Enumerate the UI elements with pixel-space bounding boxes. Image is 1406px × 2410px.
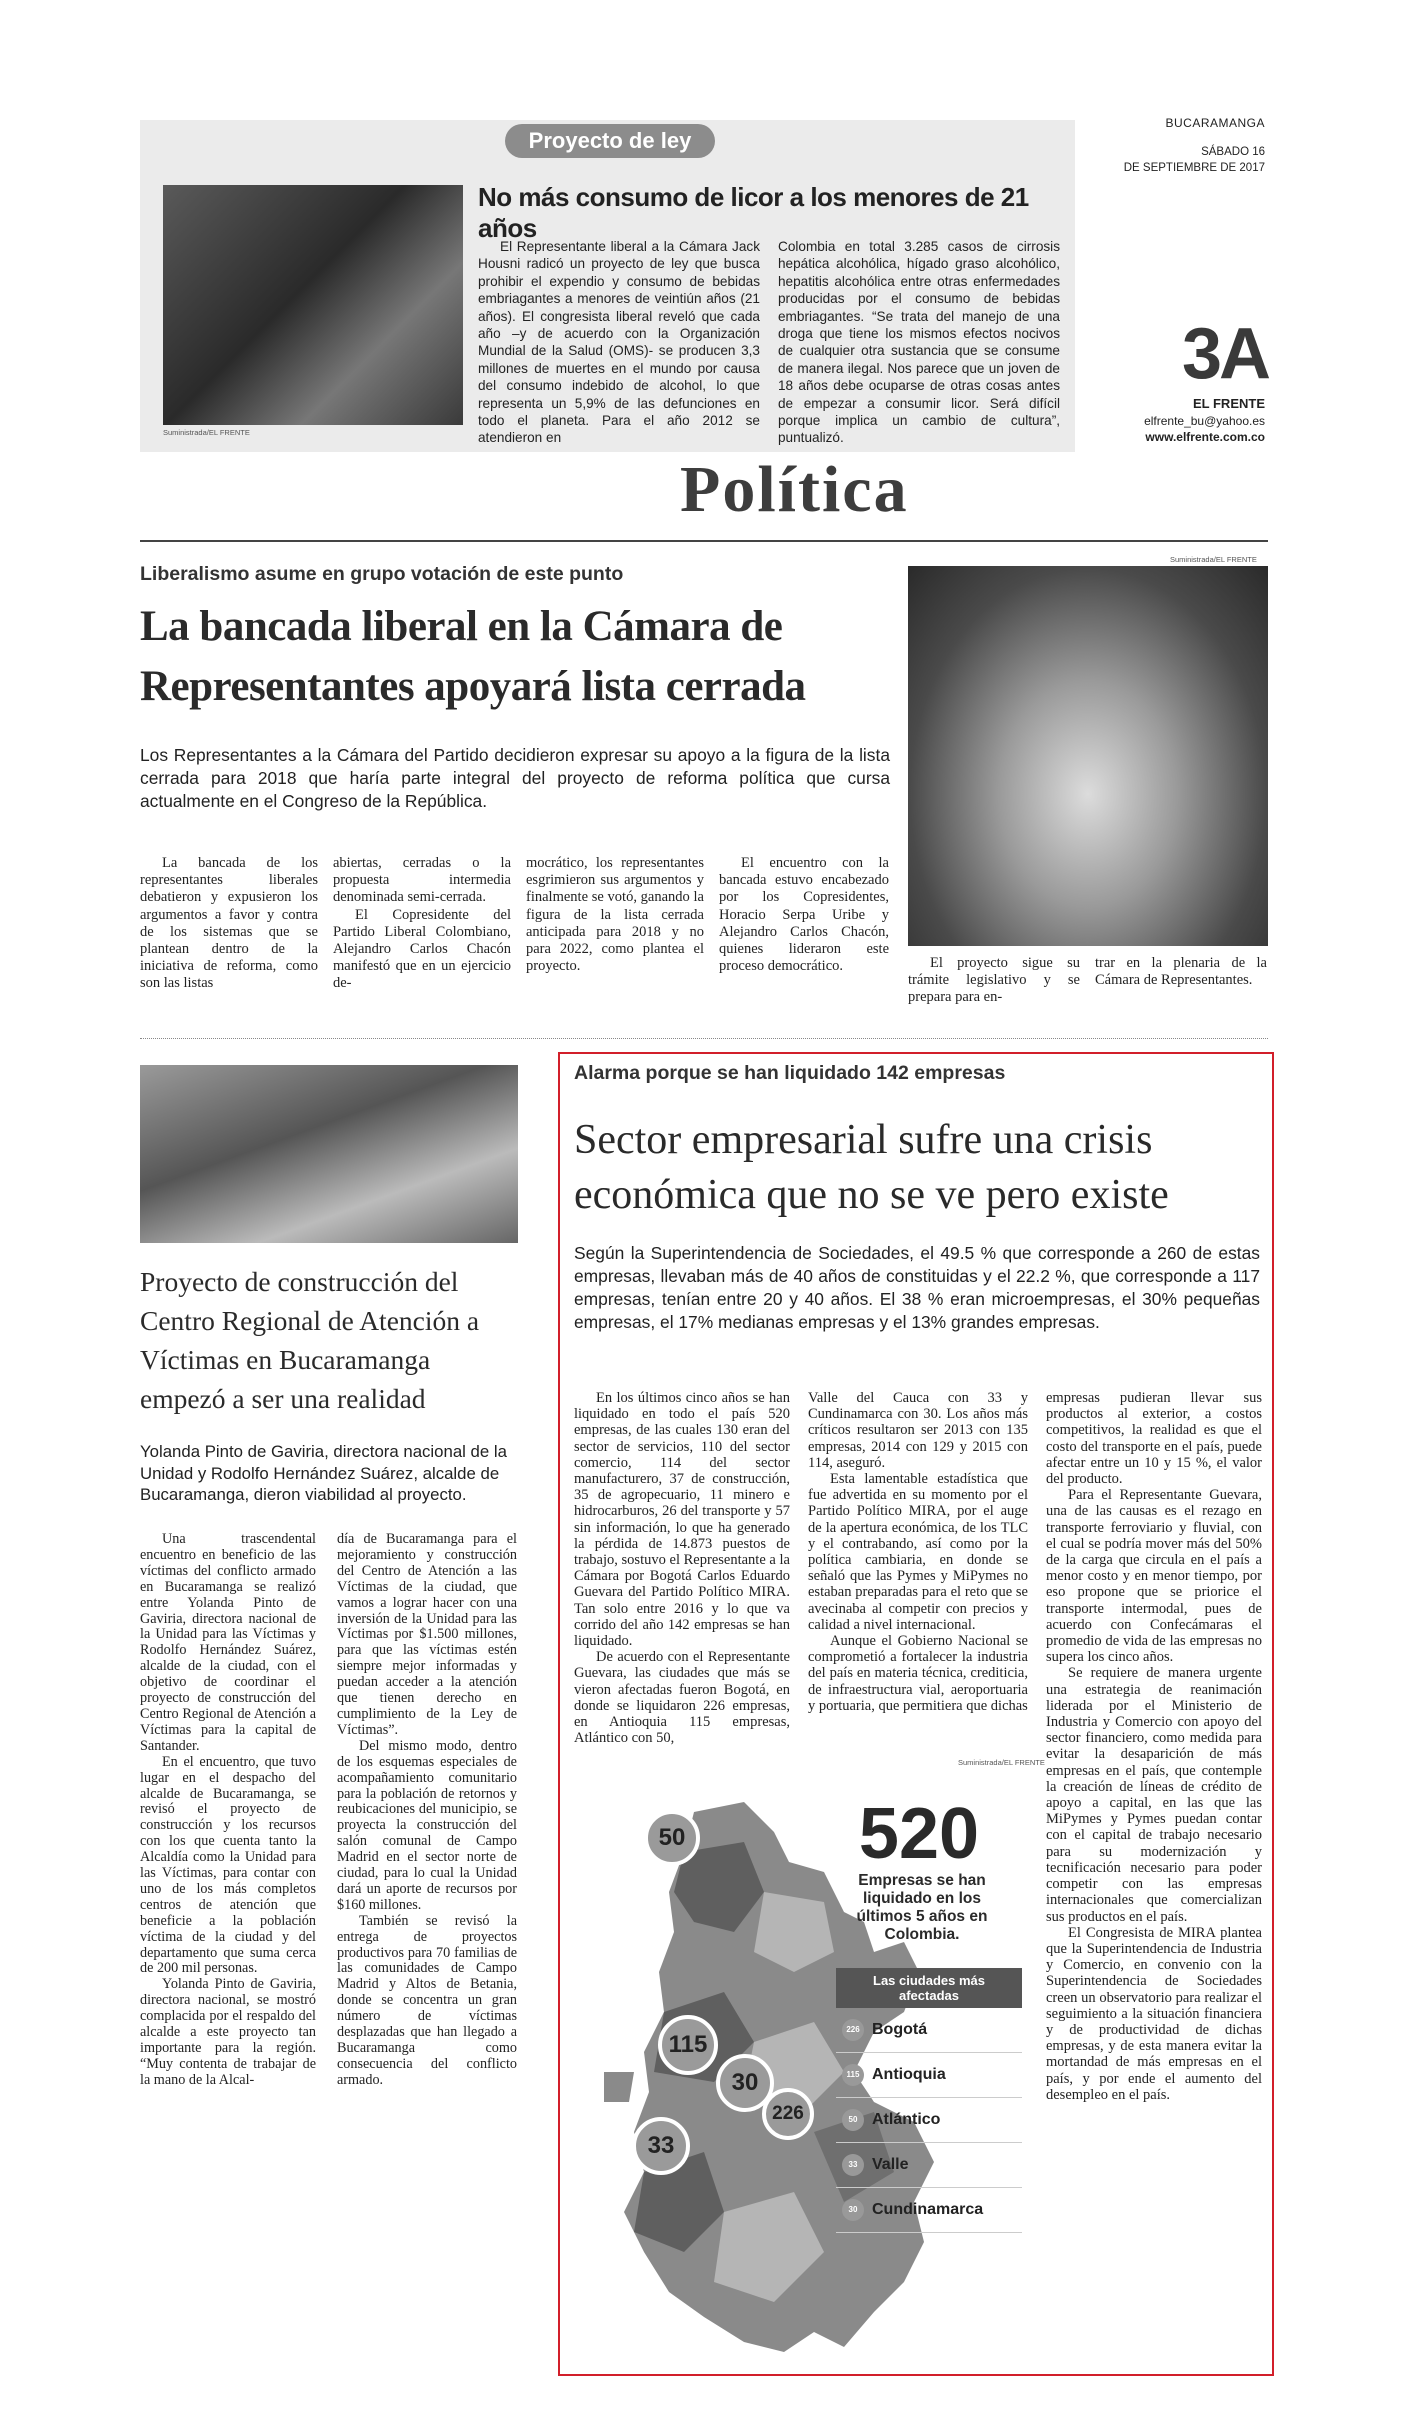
top-story-headline: No más consumo de licor a los menores de 21 años — [478, 182, 1029, 243]
masthead-city: BUCARAMANGA — [1165, 116, 1265, 130]
liberal-col1: La bancada de los representantes liberales debatieron y expusieron los argumentos a favor y contra de los sistemas que se plantean dentro de la iniciativa de reforma, como son las listas — [140, 855, 318, 992]
top-story-col2: Colombia en total 3.285 casos de cirrosis hepática alcohólica, hígado graso alcohólico, hepatitis alcohólica entre otras enfermedades producidas por el consumo de bebidas embriagantes. “Se trata del manejo de una droga que tiene los mismos efectos nocivos de cualquier otra sustancia que se consume de manera ilegal. Nos parece que un joven de 18 años debe ocuparse de otras cosas antes de empezar a consumir licor. Será difícil porque implica un cambio de cultura”, puntualizó. — [778, 239, 1060, 446]
victims-lead: Yolanda Pinto de Gaviria, directora nacional de la Unidad y Rodolfo Hernández Suárez, alcalde de Bucaramanga, dieron viabilidad al proyecto. — [140, 1442, 507, 1504]
page-number: 3A — [1181, 314, 1268, 394]
legend-count-badge: 30 — [842, 2199, 864, 2221]
business-lead: Según la Superintendencia de Sociedades, el 49.5 % que corresponde a 260 de estas empresas, llevaban más de 40 años de constituidas y el 22.2 %, que corresponde a 117 empresas, tenían entre 20 y 40 años. El 38 % eran microempresas, el 30% pequeñas empresas, el 17% medianas empresas y el 13% grandes empresas. — [574, 1243, 1260, 1332]
legend-city-name: Atlántico — [872, 2111, 941, 2128]
legend-row — [836, 2188, 1022, 2233]
masthead-date-1: SÁBADO 16 — [1201, 146, 1265, 158]
map-pin-115: 115 — [658, 2015, 718, 2075]
infographic — [574, 1772, 1030, 2362]
business-col3: empresas pudieran llevar sus productos al exterior, a costos competitivos, la realidad es que el costo del transporte en el país, puede afectar entre un 10 y 15 %, el valor del producto. Para el Representante Guevara, una de las causas es el rezago en transporte ferroviario y fluvial, con el cual se podría mover más del 50% de la carga que circula en el país a menor costo y en menor tiempo, por eso propone que se priorice el transporte intermodal, pues de acuerdo con Confecámaras el promedio de vida de las empresas no supera los cinco años. Se requiere de manera urgente una estrategia de reanimación liderada por el Ministerio de Industria y Comercio con apoyo del sector financiero, como medida para evitar la desaparición de más empresas en el país, que contemple la creación de líneas de crédito de apoyo a capital, en las que las MiPymes y Pymes puedan contar con el capital de trabajo necesario para su modernización y tecnificación necesario para poder competir con las empresas internacionales que comercializan sus productos en el país. El Congresista de MIRA plantea que la Superintendencia de Industria y Comercio, en convenio con la Superintendencia de Sociedades creen un observatorio para realizar el seguimiento a la situación financiera y de productividad de dichas empresas, y de esta manera evitar la mortandad de más empresas en el país, y por ende el aumento del desempleo en el país. — [1046, 1390, 1262, 2103]
victims-headline: Proyecto de construcción del Centro Regional de Atención a Víctimas en Bucaramanga empezó a ser una realidad — [140, 1266, 480, 1414]
liberal-photo — [908, 566, 1268, 946]
map-pin-50: 50 — [644, 1810, 700, 1866]
liberal-col5: El proyecto sigue su trámite legislativo y se prepara para en- — [908, 955, 1080, 1006]
business-kicker: Alarma porque se han liquidado 142 empresas — [574, 1062, 1006, 1084]
top-story-photo — [163, 185, 463, 425]
legend-row — [836, 2053, 1022, 2098]
section-rule — [140, 540, 1268, 542]
legend-title: Las ciudades más afectadas — [836, 1968, 1022, 2008]
masthead-email: elfrente_bu@yahoo.es — [1144, 414, 1265, 428]
victims-col1: Una trascendental encuentro en beneficio de las víctimas del conflicto armado en Bucaramanga se realizó entre Yolanda Pinto de Gaviria, directora nacional de la Unidad para las Víctimas y Rodolfo Hernández Suárez, alcalde de la ciudad, con el objetivo de coordinar el proyecto de construcción del Centro Regional de Atención a Víctimas para la capital de Santander. En el encuentro, que tuvo lugar en el despacho del alcalde de Bucaramanga, se revisó el proyecto de construcción y los recursos con los que cuenta tanto la Alcaldía como la Unidad para las Víctimas, para contar con uno de los más completos centros de atención que beneficie a la población víctima de la ciudad y del departamento que suma cerca de 200 mil personas. Yolanda Pinto de Gaviria, directora nacional, se mostró complacida por el respaldo del alcalde a este proyecto tan importante para la región. “Muy contenta de trabajar de la mano de la Alcal- — [140, 1531, 316, 2088]
top-story-photo-credit: Suministrada/EL FRENTE — [163, 428, 250, 437]
infographic-legend — [836, 1968, 1022, 2336]
infographic-caption: Empresas se han liquidado en los últimos 5 años en Colombia. — [856, 1872, 988, 1943]
map-pin-226: 226 — [762, 2088, 814, 2140]
dotted-divider — [140, 1038, 1268, 1039]
legend-city-name: Valle — [872, 2156, 909, 2173]
liberal-headline-2: Representantes apoyará lista cerrada — [140, 663, 806, 710]
section-title: Política — [680, 453, 909, 526]
business-headline-1: Sector empresarial sufre una crisis — [574, 1117, 1153, 1163]
liberal-col3: mocrático, los representantes esgrimieron sus argumentos y finalmente se votó, ganando la figura de la lista cerrada anticipada para 2018 y no para 2022, como plantea el proyecto. — [526, 855, 704, 975]
masthead-brand: EL FRENTE — [1193, 396, 1265, 411]
legend-count-badge: 115 — [842, 2064, 864, 2086]
liberal-col6: trar en la plenaria de la Cámara de Representantes. — [1095, 955, 1267, 989]
top-story-col1: El Representante liberal a la Cámara Jack Housni radicó un proyecto de ley que busca prohibir el expendio y consumo de bebidas embriagantes a menores de veintiún años (21 años). El congresista liberal reveló que cada año –y de acuerdo con la Organización Mundial de la Salud (OMS)- se producen 3,3 millones de muertes en el mundo por causa del consumo indebido de alcohol, lo que representa un 5,9% de las defunciones en todo el planeta. Para el año 2012 se atendieron en — [478, 239, 760, 446]
infographic-total: 520 — [858, 1794, 980, 1874]
legend-city-name: Cundinamarca — [872, 2201, 984, 2218]
victims-photo — [140, 1065, 518, 1243]
infographic-credit: Suministrada/EL FRENTE — [958, 1758, 1045, 1767]
legend-count-badge: 50 — [842, 2109, 864, 2131]
legend-city-name: Bogotá — [872, 2021, 928, 2038]
liberal-lead: Los Representantes a la Cámara del Partido decidieron expresar su apoyo a la figura de la lista cerrada para 2018 que haría parte integral del proyecto de reforma política que cursa actualmente en el Congreso de la República. — [140, 745, 890, 811]
top-story-tag: Proyecto de ley — [505, 124, 715, 158]
map-pin-33: 33 — [632, 2117, 690, 2175]
liberal-kicker: Liberalismo asume en grupo votación de este punto — [140, 563, 624, 585]
liberal-col2: abiertas, cerradas o la propuesta intermedia denominada semi-cerrada. El Copresidente del Partido Liberal Colombiano, Alejandro Carlos Chacón manifestó que en un ejercicio de- — [333, 855, 511, 992]
business-col2: Valle del Cauca con 33 y Cundinamarca con 30. Los años más críticos resultaron ser 2013 con 135 empresas, 2014 con 129 y 2015 con 114, aseguró. Esta lamentable estadística que fue advertida en su momento por el Partido Político MIRA, por el auge de la apertura económica, de los TLC y el contrabando, así como por la política cambiaria, en donde se señaló que las Pymes y MiPymes no estaban preparadas para el reto que se avecinaba al competir con precios y calidad a nivel internacional. Aunque el Gobierno Nacional se comprometió a fortalecer la industria del país en materia técnica, crediticia, de infraestructura vial, aeroportuaria y portuaria, que permitiera que dichas — [808, 1390, 1028, 1714]
legend-row — [836, 2098, 1022, 2143]
legend-row — [836, 2008, 1022, 2053]
masthead-website: www.elfrente.com.co — [1145, 430, 1265, 444]
business-col1: En los últimos cinco años se han liquidado en todo el país 520 empresas, de las cuales 130 eran del sector de servicios, 110 del sector comercio, 114 del sector manufacturero, 37 de construcción, 35 de agropecuario, 11 minero e hidrocarburos, 26 del transporte y 57 sin información, lo que ha generado la pérdida de 14.873 puestos de trabajo, sostuvo el Representante a la Cámara por Bogotá Carlos Eduardo Guevara del Partido Político MIRA. Tan solo entre 2016 y lo que va corrido del año 142 empresas se han liquidado. De acuerdo con el Representante Guevara, las ciudades que más se vieron afectadas fueron Bogotá, en donde se liquidaron 226 empresas, en Antioquia 115 empresas, Atlántico con 50, — [574, 1390, 790, 1747]
liberal-headline-1: La bancada liberal en la Cámara de — [140, 603, 783, 650]
liberal-col4: El encuentro con la bancada estuvo encabezado por los Copresidentes, Horacio Serpa Uribe y Alejandro Carlos Chacón, quienes lideraron este proceso democrático. — [719, 855, 889, 975]
victims-col2: día de Bucaramanga para el mejoramiento y construcción del Centro de Atención a las Víctimas de la ciudad, que vamos a lograr hacer con una inversión de la Unidad para las Víctimas por $1.500 millones, para que las víctimas estén siempre mejor informadas y puedan acceder a la atención que tienen derecho en cumplimiento de la Ley de Víctimas”. Del mismo modo, dentro de los esquemas especiales de acompañamiento comunitario para la población de retornos y reubicaciones del municipio, se proyecta la construcción del salón comunal de Campo Madrid en el sector norte de ciudad, para lo cual la Unidad dará un aporte de recursos por $160 millones. También se revisó la entrega de proyectos productivos para 70 familias de las comunidades de Campo Madrid y Altos de Betania, donde se concentra un gran número de víctimas desplazadas que han llegado a Bucaramanga como consecuencia del conflicto armado. — [337, 1531, 517, 2088]
map-pin-30: 30 — [716, 2054, 774, 2112]
legend-count-badge: 33 — [842, 2154, 864, 2176]
legend-count-badge: 226 — [842, 2019, 864, 2041]
masthead-date-2: DE SEPTIEMBRE DE 2017 — [1123, 162, 1265, 174]
liberal-photo-credit: Suministrada/EL FRENTE — [1170, 555, 1257, 564]
business-headline-2: económica que no se ve pero existe — [574, 1172, 1169, 1218]
legend-row — [836, 2143, 1022, 2188]
legend-city-name: Antioquia — [872, 2066, 946, 2083]
